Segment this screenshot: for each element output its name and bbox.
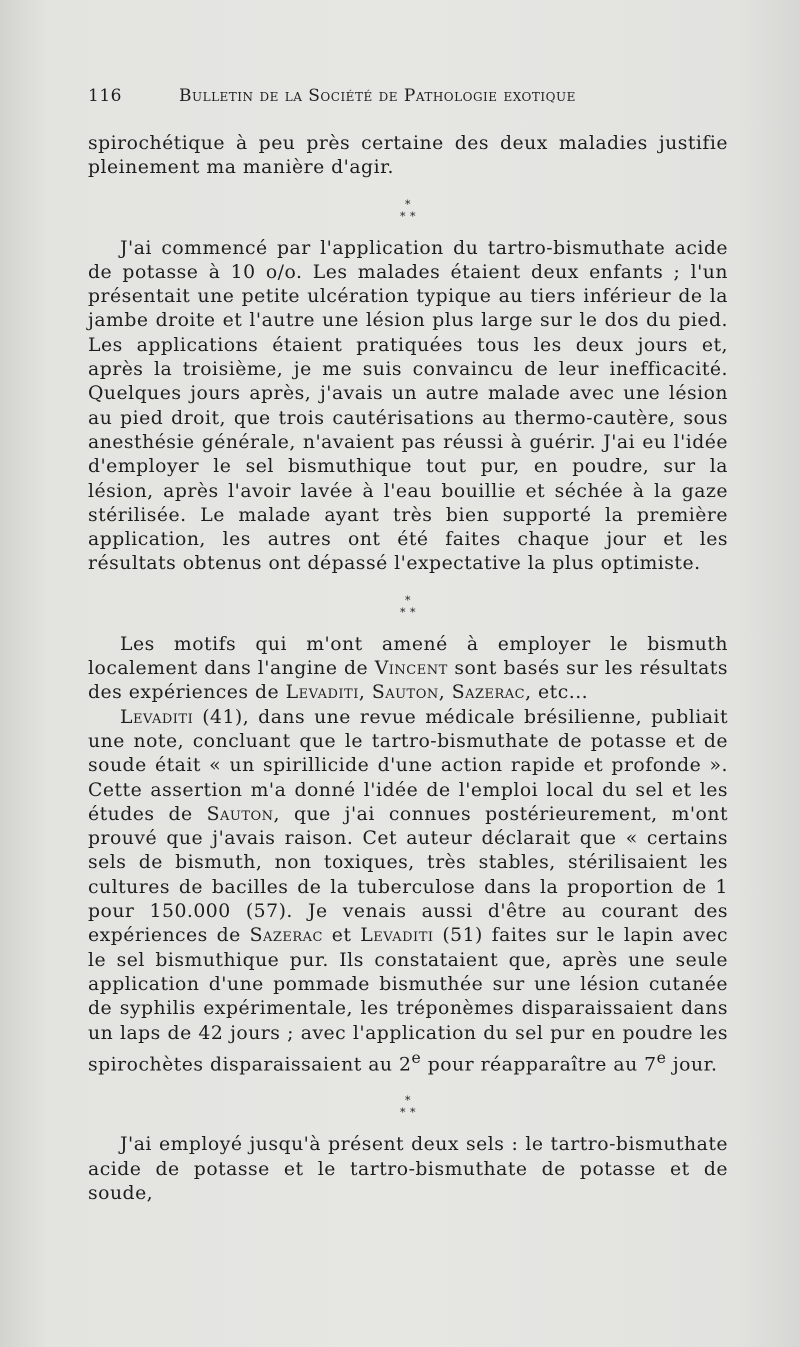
section-asterism (88, 595, 728, 619)
section-asterism (88, 1095, 728, 1119)
page-number: 116 (88, 86, 122, 106)
text-run: , que j'ai connues postérieurement, m'ont prouvé que j'avais raison. Cet auteur déclarait que « certains sels de bismuth, non toxiques, très stables, stérilisaient les cultures de bacilles de la tuberculose dans la proportion de 1 pour 150.000 (57). Je venais aussi d'être au courant des expériences de (88, 803, 728, 947)
author-name: Levaditi (120, 706, 194, 728)
paragraph-motifs (88, 633, 728, 706)
text-run: (51) faites sur le lapin avec le sel bismuthique pur. Ils constataient que, après une seule application d'une pommade bismuthée sur une lésion cutanée de syphilis expérimentale, les tréponèmes disparaissaient dans un laps de 42 jours ; avec l'application du sel pur en poudre les spirochètes disparaissaient au 2 (88, 925, 729, 1076)
text-run: , etc... (525, 682, 589, 704)
paragraph-continuation: spirochétique à peu près certaine des deux maladies justifie pleinement ma manière d'agir. (88, 133, 728, 179)
text-run: Les motifs qui m'ont amené à employer le bismuth localement dans l'angine de (88, 633, 728, 680)
running-title: Bulletin de la Société de Pathologie exotique (179, 86, 576, 106)
text-run: , (358, 682, 372, 704)
author-name: Sauton (206, 803, 274, 825)
author-name: Sazerac (451, 682, 526, 704)
text-run: jour. (666, 1054, 718, 1076)
author-name: Vincent (374, 658, 448, 680)
author-name: Sazerac (249, 925, 323, 947)
paragraph-application: J'ai commencé par l'application du tartro-bismuthate acide de potasse à 10 o/o. Les malades étaient deux enfants ; l'un présentait une petite ulcération typique au tiers inférieur de la jambe droite et l'autre une lésion plus large sur le dos du pied. Les applications étaient pratiquées tous les deux jours et, après la troisième, je me suis convaincu de leur inefficacité. Quelques jours après, j'avais un autre malade avec une lésion au pied droit, que trois cautérisations au thermo-cautère, sous anesthésie générale, n'avaient pas réussi à guérir. J'ai eu l'idée d'employer le sel bismuthique tout pur, en poudre, sur la lésion, après l'avoir lavée à l'eau bouillie et séchée à la gaze stérilisée. Le malade ayant très bien supporté la première application, les autres ont été faites chaque jour et les résultats obtenus ont dépassé l'expectative la plus optimiste. (88, 237, 728, 575)
text-run: , (438, 682, 452, 704)
asterism-bottom: * * (400, 605, 416, 619)
text-run: (41), dans une revue médicale brésilienne, publiait une note, concluant que le tartro-bismuthate de potasse et de soude était « un spirillicide d'une action rapide et profonde ». Cette assertion m'a donné l'idée de l'emploi local du sel et les études de (88, 706, 728, 825)
author-name: Levaditi (360, 925, 434, 947)
asterism-bottom: * * (400, 209, 416, 223)
text-run: et (322, 925, 361, 947)
body-text (88, 132, 728, 1206)
text-run: pour réapparaître au 7 (421, 1054, 657, 1076)
superscript: e (411, 1047, 422, 1067)
asterism-top: * (405, 1094, 411, 1108)
section-asterism (88, 199, 728, 223)
author-name: Sauton (371, 682, 439, 704)
paragraph-levaditi (88, 706, 728, 1078)
author-name: Levaditi (285, 682, 359, 704)
paragraph-sels: J'ai employé jusqu'à présent deux sels : le tartro-bismuthate acide de potasse et le tartro-bismuthate de potasse et de soude, (88, 1134, 728, 1204)
superscript: e (656, 1047, 667, 1067)
asterism-top: * (405, 593, 411, 607)
asterism-top: * (405, 197, 411, 211)
asterism-bottom: * * (400, 1106, 416, 1120)
text-run: sont basés sur les résultats des expériences de (88, 658, 728, 704)
